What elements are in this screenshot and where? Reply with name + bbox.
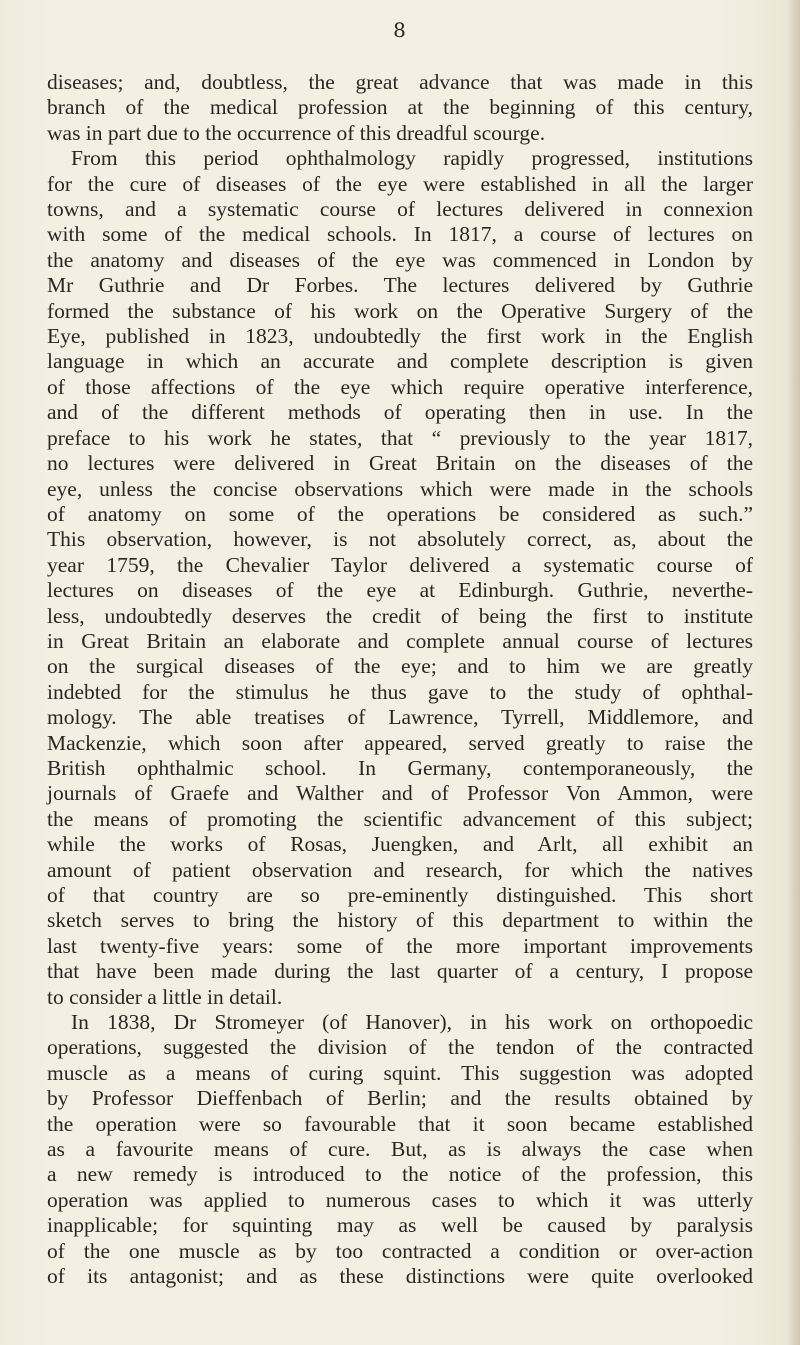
text-line: last twenty-five years: some of the more important improvements	[47, 933, 753, 958]
body-text	[47, 70, 753, 1290]
text-line: mology. The able treatises of Lawrence, Tyrrell, Middlemore, and	[47, 705, 753, 730]
text-line: sketch serves to bring the history of this department to within the	[47, 908, 753, 933]
text-line: lectures on diseases of the eye at Edinburgh. Guthrie, neverthe-	[47, 578, 753, 603]
text-line: on the surgical diseases of the eye; and to him we are greatly	[47, 654, 753, 679]
text-line: while the works of Rosas, Juengken, and Arlt, all exhibit an	[47, 832, 753, 857]
text-line: indebted for the stimulus he thus gave to the study of ophthal-	[47, 679, 753, 704]
text-line: by Professor Dieffenbach of Berlin; and the results obtained by	[47, 1086, 753, 1111]
text-line: branch of the medical profession at the beginning of this century,	[47, 95, 753, 120]
text-line: formed the substance of his work on the Operative Surgery of the	[47, 298, 753, 323]
text-line: less, undoubtedly deserves the credit of being the first to institute	[47, 603, 753, 628]
text-line: amount of patient observation and research, for which the natives	[47, 857, 753, 882]
text-line: of those affections of the eye which require operative interference,	[47, 374, 753, 399]
text-line: of its antagonist; and as these distinctions were quite overlooked	[47, 1264, 753, 1289]
text-line: Mackenzie, which soon after appeared, served greatly to raise the	[47, 730, 753, 755]
page-number: 8	[393, 18, 407, 42]
text-line: operations, suggested the division of the tendon of the contracted	[47, 1035, 753, 1060]
text-line: the means of promoting the scientific advancement of this subject;	[47, 806, 753, 831]
text-line: From this period ophthalmology rapidly progressed, institutions	[71, 146, 753, 171]
text-line: to consider a little in detail.	[47, 984, 283, 1009]
text-line: Mr Guthrie and Dr Forbes. The lectures delivered by Guthrie	[47, 273, 753, 298]
text-line: preface to his work he states, that “ previously to the year 1817,	[47, 425, 753, 450]
text-line: language in which an accurate and complete description is given	[47, 349, 753, 374]
text-line: inapplicable; for squinting may as well be caused by paralysis	[47, 1213, 753, 1238]
text-line: year 1759, the Chevalier Taylor delivered a systematic course of	[47, 552, 753, 577]
text-line: in Great Britain an elaborate and complete annual course of lectures	[47, 628, 753, 653]
text-line: no lectures were delivered in Great Britain on the diseases of the	[47, 451, 753, 476]
text-line: diseases; and, doubtless, the great advance that was made in this	[47, 70, 753, 94]
text-line: and of the different methods of operating then in use. In the	[47, 400, 753, 425]
page-edge-shadow	[786, 0, 800, 1345]
text-line: Eye, published in 1823, undoubtedly the first work in the English	[47, 324, 753, 349]
text-line: operation was applied to numerous cases to which it was utterly	[47, 1187, 753, 1212]
text-line: towns, and a systematic course of lectures delivered in connexion	[47, 197, 753, 222]
text-line: of the one muscle as by too contracted a condition or over-action	[47, 1238, 753, 1263]
text-line: the anatomy and diseases of the eye was commenced in London by	[47, 247, 753, 272]
text-line: journals of Graefe and Walther and of Professor Von Ammon, were	[47, 781, 753, 806]
text-line: for the cure of diseases of the eye were established in all the larger	[47, 171, 753, 196]
text-line: as a favourite means of cure. But, as is always the case when	[47, 1137, 753, 1162]
text-line: This observation, however, is not absolutely correct, as, about the	[47, 527, 753, 552]
text-line: was in part due to the occurrence of this dreadful scourge.	[47, 120, 546, 145]
text-line: of that country are so pre-eminently distinguished. This short	[47, 883, 753, 907]
text-line: In 1838, Dr Stromeyer (of Hanover), in his work on orthopoedic	[71, 1010, 753, 1035]
text-line: of anatomy on some of the operations be considered as such.”	[47, 501, 753, 526]
text-line: the operation were so favourable that it soon became established	[47, 1111, 753, 1136]
text-line: that have been made during the last quarter of a century, I propose	[47, 959, 753, 984]
text-line: British ophthalmic school. In Germany, contemporaneously, the	[47, 755, 753, 780]
text-line: a new remedy is introduced to the notice of the profession, this	[47, 1162, 753, 1187]
text-line: muscle as a means of curing squint. This suggestion was adopted	[47, 1060, 753, 1085]
text-line: eye, unless the concise observations which were made in the schools	[47, 476, 753, 501]
text-line: with some of the medical schools. In 1817, a course of lectures on	[47, 222, 753, 247]
